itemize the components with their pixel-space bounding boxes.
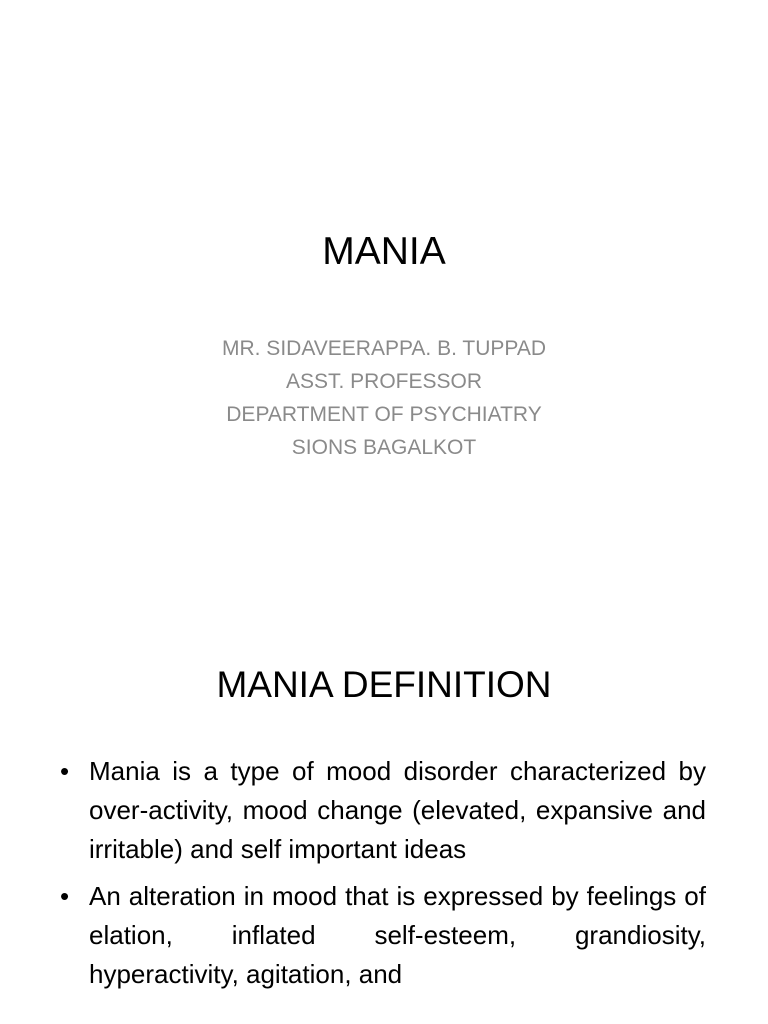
bullet-text: Mania is a type of mood disorder characterized by over-activity, mood change (elevated, expansive and irritable) and self important ideas: [89, 756, 706, 864]
presenter-institution: SIONS BAGALKOT: [291, 436, 477, 459]
bullet-item: [60, 877, 706, 994]
bullet-text: An alteration in mood that is expressed by feelings of elation, inflated self-esteem, grandiosity, hyperactivity, agitation, and: [89, 881, 706, 989]
slide-title: MANIA: [322, 230, 446, 273]
bullet-list: [60, 752, 706, 1002]
presenter-department: DEPARTMENT OF PSYCHIATRY: [226, 403, 542, 426]
definition-slide: [0, 576, 768, 1024]
slide-title: MANIA DEFINITION: [216, 664, 552, 705]
presenter-position: ASST. PROFESSOR: [285, 370, 483, 393]
bullet-icon: •: [60, 881, 70, 911]
bullet-icon: •: [60, 756, 70, 786]
bullet-item: [60, 752, 706, 869]
presenter-info: [0, 332, 768, 464]
presenter-name: MR. SIDAVEERAPPA. B. TUPPAD: [221, 337, 547, 360]
